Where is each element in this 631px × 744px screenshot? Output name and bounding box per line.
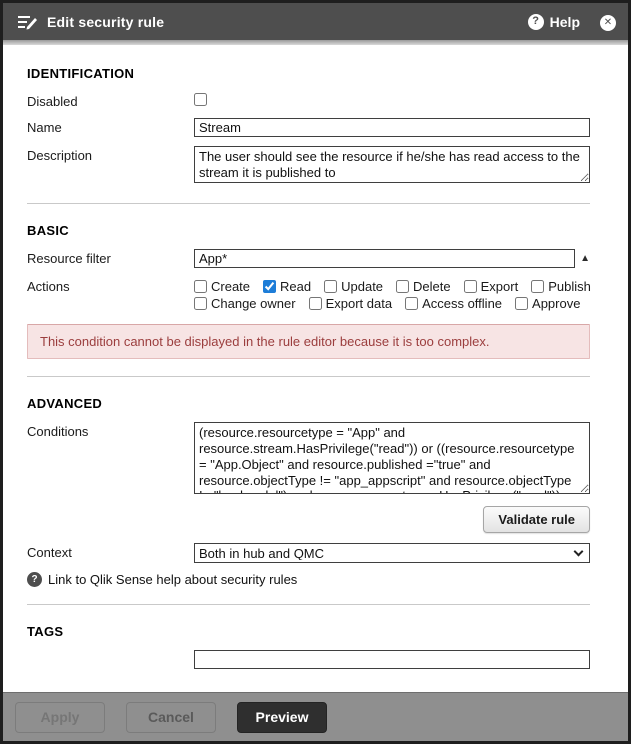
dialog-content [3, 45, 628, 692]
description-row [27, 146, 590, 186]
preview-button[interactable]: Preview [237, 702, 327, 733]
tags-heading: TAGS [27, 624, 64, 639]
security-rules-help-link[interactable] [27, 572, 590, 587]
disabled-checkbox[interactable] [194, 93, 207, 106]
name-input[interactable] [194, 118, 590, 137]
close-icon: ✕ [600, 15, 616, 31]
tags-label-spacer [27, 650, 194, 652]
context-select[interactable] [194, 543, 590, 563]
section-divider [27, 376, 590, 377]
help-label: Help [549, 13, 580, 30]
action-checkbox-export-data[interactable] [309, 297, 322, 310]
action-checkbox-access-offline[interactable] [405, 297, 418, 310]
basic-heading: BASIC [27, 223, 69, 238]
section-divider [27, 203, 590, 204]
description-label: Description [27, 148, 93, 163]
name-label: Name [27, 120, 62, 135]
resource-filter-label: Resource filter [27, 251, 111, 266]
action-item-update[interactable] [324, 279, 383, 294]
action-checkbox-change-owner[interactable] [194, 297, 207, 310]
action-label-read: Read [280, 279, 312, 294]
action-item-export[interactable] [464, 279, 519, 294]
conditions-label: Conditions [27, 424, 89, 439]
action-item-delete[interactable] [396, 279, 451, 294]
action-label-export: Export [480, 279, 519, 294]
edit-rule-icon [17, 14, 37, 30]
validate-rule-button[interactable]: Validate rule [483, 506, 590, 533]
description-textarea[interactable] [194, 146, 590, 183]
action-label-approve: Approve [532, 296, 581, 311]
help-question-icon: ? [27, 572, 42, 587]
action-label-delete: Delete [413, 279, 451, 294]
actions-checkbox-row-1 [194, 279, 590, 294]
action-label-update: Update [341, 279, 384, 294]
page-title: Edit security rule [47, 13, 165, 30]
cancel-button[interactable]: Cancel [126, 702, 216, 733]
action-item-change-owner[interactable] [194, 296, 296, 311]
help-question-icon: ? [528, 14, 544, 30]
action-item-export-data[interactable] [309, 296, 393, 311]
rule-editor-warning: This condition cannot be displayed in the rule editor because it is too complex. [27, 324, 590, 359]
resource-filter-input[interactable] [194, 249, 575, 268]
actions-row [27, 277, 590, 311]
action-label-create: Create [211, 279, 251, 294]
actions-label: Actions [27, 279, 70, 294]
validate-row [27, 506, 590, 533]
action-label-change-owner: Change owner [211, 296, 296, 311]
context-label: Context [27, 545, 72, 560]
resource-filter-row [27, 249, 590, 268]
disabled-label: Disabled [27, 94, 78, 109]
name-row [27, 118, 590, 137]
conditions-row [27, 422, 590, 497]
action-item-read[interactable] [263, 279, 311, 294]
action-checkbox-publish[interactable] [531, 280, 544, 293]
action-item-approve[interactable] [515, 296, 580, 311]
help-link-label: Link to Qlik Sense help about security rules [48, 572, 298, 587]
action-checkbox-delete[interactable] [396, 280, 409, 293]
dialog-header [3, 3, 628, 40]
resource-filter-expand-icon[interactable]: ▲ [580, 252, 590, 264]
close-button[interactable] [600, 13, 616, 31]
action-label-export-data: Export data [325, 296, 393, 311]
tags-input[interactable] [194, 650, 590, 669]
action-checkbox-create[interactable] [194, 280, 207, 293]
advanced-heading: ADVANCED [27, 396, 103, 411]
action-label-publish: Publish [548, 279, 591, 294]
action-checkbox-read[interactable] [263, 280, 276, 293]
context-row [27, 543, 590, 563]
action-label-access-offline: Access offline [422, 296, 503, 311]
section-divider [27, 604, 590, 605]
action-item-create[interactable] [194, 279, 250, 294]
disabled-row [27, 92, 590, 109]
dialog-footer [3, 692, 628, 741]
action-item-access-offline[interactable] [405, 296, 502, 311]
conditions-textarea[interactable] [194, 422, 590, 494]
help-button[interactable] [528, 14, 580, 30]
tags-row [27, 650, 590, 669]
action-checkbox-approve[interactable] [515, 297, 528, 310]
identification-heading: IDENTIFICATION [27, 66, 135, 81]
apply-button[interactable]: Apply [15, 702, 105, 733]
action-checkbox-export[interactable] [464, 280, 477, 293]
actions-checkbox-row-2 [194, 296, 590, 311]
action-checkbox-update[interactable] [324, 280, 337, 293]
action-item-publish[interactable] [531, 279, 591, 294]
